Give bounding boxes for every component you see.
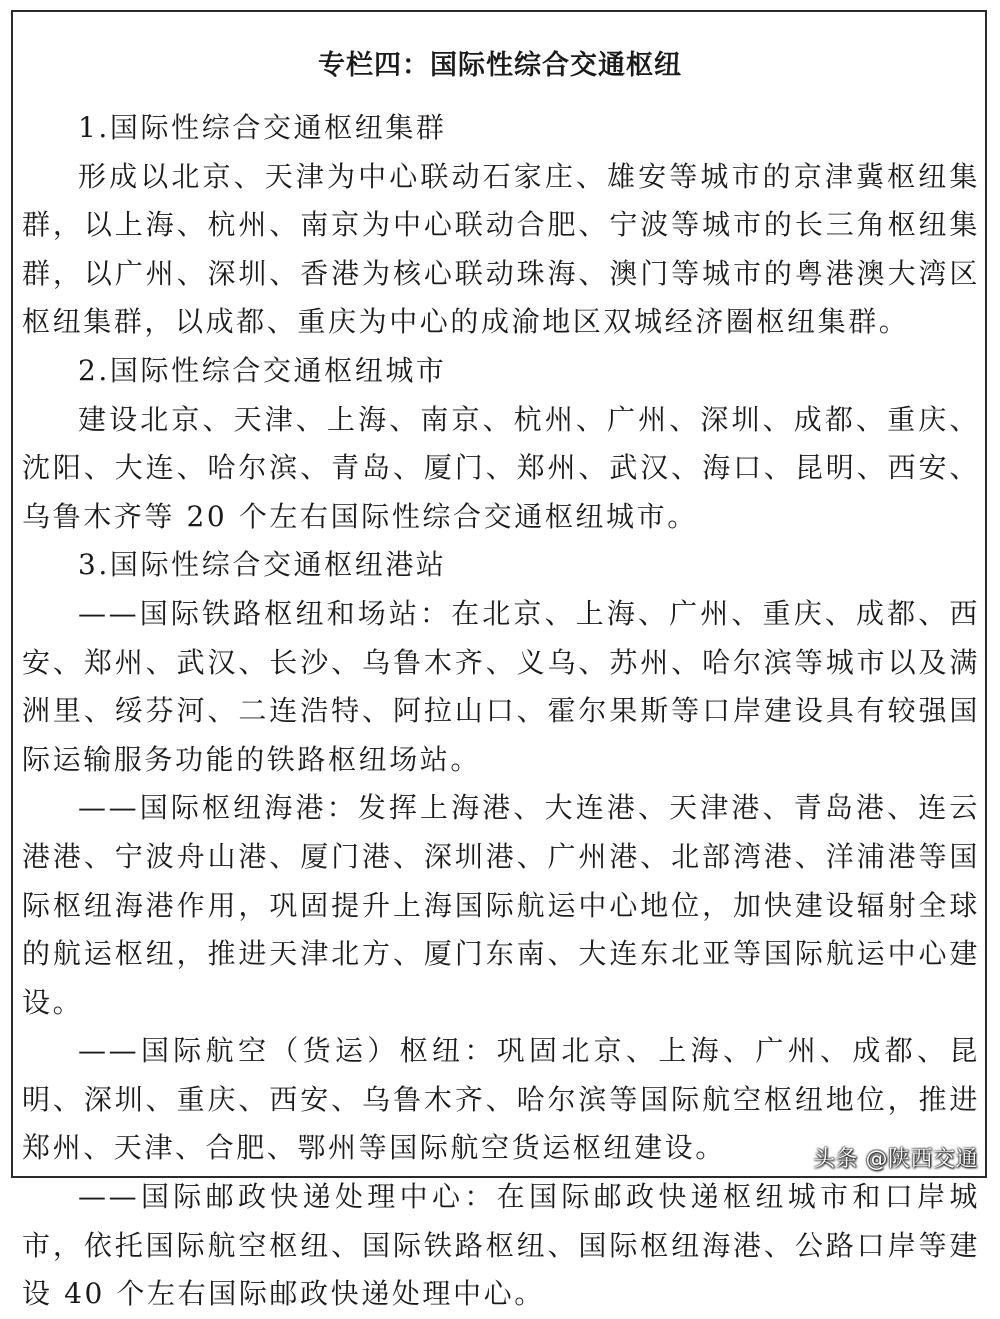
- paragraph-hub-cities: 建设北京、天津、上海、南京、杭州、广州、深圳、成都、重庆、沈阳、大连、哈尔滨、青岛、厦门、郑州、武汉、海口、昆明、西安、乌鲁木齐等 20 个左右国际性综合交通枢纽城市。: [22, 402, 980, 533]
- paragraph-seaports: ——国际枢纽海港：发挥上海港、大连港、天津港、青岛港、连云港港、宁波舟山港、厦门港、深圳港、广州港、北部湾港、洋浦港等国际枢纽海港作用，巩固提升上海国际航运中心地位，加快建设辐射全球的航运枢纽，推进天津北方、厦门东南、大连东北亚等国际航运中心建设。: [22, 791, 980, 1019]
- paragraph-postal-centers: ——国际邮政快递处理中心：在国际邮政快递枢纽城市和口岸城市，依托国际航空枢纽、国际铁路枢纽、国际枢纽海港、公路口岸等建设 40 个左右国际邮政快递处理中心。: [22, 1180, 980, 1311]
- section-heading-2: 2.国际性综合交通枢纽城市: [78, 353, 447, 387]
- section-heading-1: 1.国际性综合交通枢纽集群: [78, 111, 447, 144]
- section-heading-3: 3.国际性综合交通枢纽港站: [78, 548, 447, 582]
- paragraph-railway-hubs: ——国际铁路枢纽和场站：在北京、上海、广州、重庆、成都、西安、郑州、武汉、长沙、乌鲁木齐、义乌、苏州、哈尔滨等城市以及满洲里、绥芬河、二连浩特、阿拉山口、霍尔果斯等口岸建设具有较强国际运输服务功能的铁路枢纽场站。: [22, 596, 980, 776]
- paragraph-air-hubs: ——国际航空（货运）枢纽：巩固北京、上海、广州、成都、昆明、深圳、重庆、西安、乌鲁木齐、哈尔滨等国际航空枢纽地位，推进郑州、天津、合肥、鄂州等国际航空货运枢纽建设。: [22, 1034, 980, 1165]
- paragraph-hub-clusters: 形成以北京、天津为中心联动石家庄、雄安等城市的京津冀枢纽集群，以上海、杭州、南京为中心联动合肥、宁波等城市的长三角枢纽集群，以广州、深圳、香港为核心联动珠海、澳门等城市的粤港澳大湾区枢纽集群，以成都、重庆为中心的成渝地区双城经济圈枢纽集群。: [22, 159, 980, 339]
- document-body: [22, 104, 980, 1319]
- document-title: 专栏四：国际性综合交通枢纽: [318, 50, 682, 81]
- watermark: 头条 @陕西交通: [813, 1147, 978, 1172]
